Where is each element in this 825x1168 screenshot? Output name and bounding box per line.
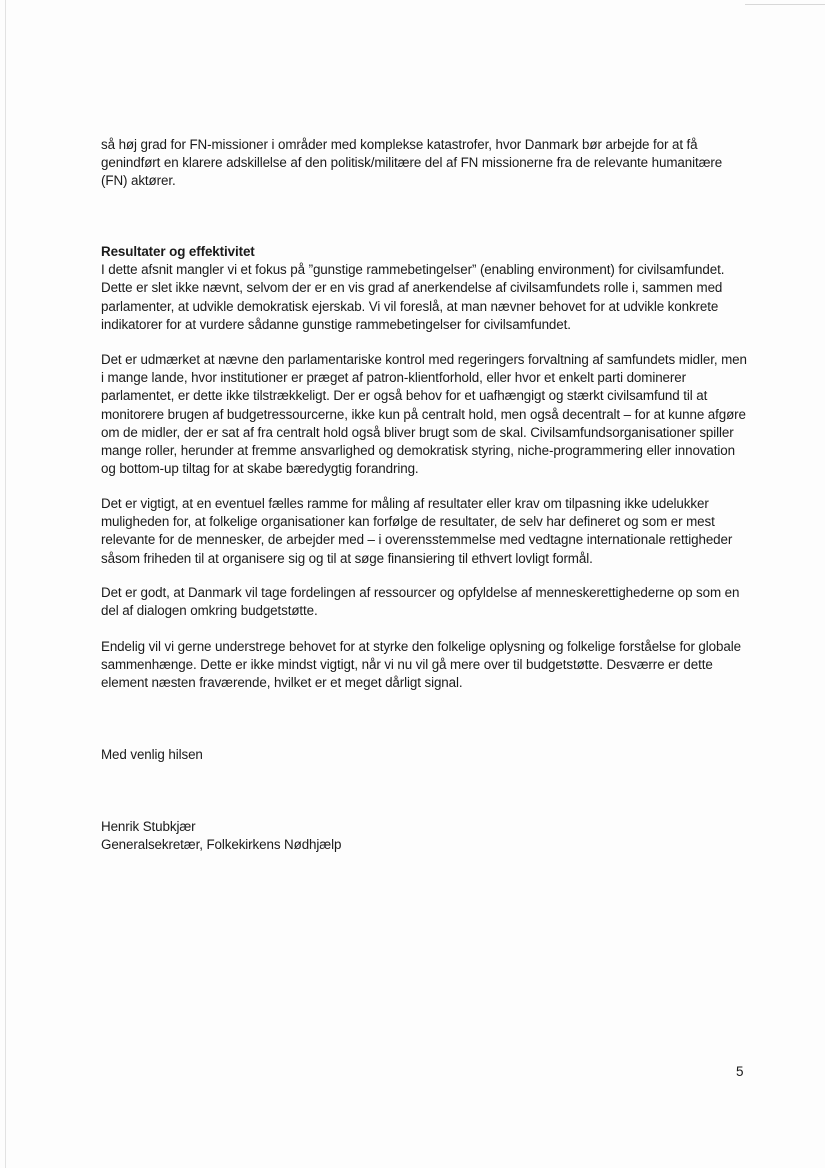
intro-paragraph xyxy=(101,136,751,191)
paragraph-text: Det er udmærket at nævne den parlamentariske kontrol med regeringers forvaltning af samfundets midler, men i mange lande, hvor institutioner er præget af patron-klientforhold, eller hvor et enkelt parti dominerer parlamentet, er dette ikke tilstrækkeligt. Der er også behov for et uafhængigt og stærkt civilsamfund til at monitorere brugen af budgetressourcerne, ikke kun på centralt hold, men også decentralt – for at kunne afgøre om de midler, der er sat af fra centralt hold også bliver brugt som de skal. Civilsamfundsorganisationer spiller mange roller, herunder at fremme ansvarlighed og demokratisk styring, niche-programmering eller innovation og bottom-up tiltag for at skabe bæredygtig forandring. xyxy=(101,352,747,477)
closing-salutation xyxy=(101,746,751,764)
scan-edge-line xyxy=(745,4,825,5)
section-paragraph xyxy=(101,638,751,693)
signature-block xyxy=(101,818,751,854)
salutation-text: Med venlig hilsen xyxy=(101,747,203,762)
signer-title: Generalsekretær, Folkekirkens Nødhjælp xyxy=(101,837,342,853)
paragraph-text: Det er godt, at Danmark vil tage fordelingen af ressourcer og opfyldelse af menneskerettighederne op som en del af dialogen omkring budgetstøtte. xyxy=(101,585,740,619)
paragraph-text: Endelig vil vi gerne understrege behovet for at styrke den folkelige oplysning og folkelige forståelse for globale sammenhænge. Dette er ikke mindst vigtigt, når vi nu vil gå mere over til budgetstøtte. Desværre er dette element næsten fraværende, hvilket er et meget dårligt signal. xyxy=(101,639,741,691)
section-paragraph: I dette afsnit mangler vi et fokus på ”gunstige rammebetingelser” (enabling environment) for civilsamfundet. Dette er slet ikke nævnt, selvom der er en vis grad af anerkendelse af civilsamfundets rolle i, sammen med parlamenter, at udvikle demokratisk ejerskab. Vi vil foreslå, at man nævner behovet for at udvikle konkrete indikatorer for at vurdere sådanne gunstige rammebetingelser for civilsamfundet. xyxy=(101,262,725,332)
signer-name: Henrik Stubkjær xyxy=(101,819,196,834)
scan-edge-line xyxy=(5,0,6,1168)
page-number: 5 xyxy=(736,1064,744,1079)
section-paragraph xyxy=(101,495,751,568)
section-paragraph xyxy=(101,351,751,478)
paragraph-text: Det er vigtigt, at en eventuel fælles ramme for måling af resultater eller krav om tilpasning ikke udelukker muligheden for, at folkelige organisationer kan forfølge de resultater, de selv har defineret og som er mest relevante for de mennesker, de arbejder med – i overensstemmelse med vedtagne internationale rettigheder såsom friheden til at organisere sig og til at søge finansiering til ethvert lovligt formål. xyxy=(101,496,733,566)
section-heading: Resultater og effektivitet xyxy=(101,244,255,259)
section-results xyxy=(101,243,751,334)
paragraph-text: så høj grad for FN-missioner i områder med komplekse katastrofer, hvor Danmark bør arbejde for at få genindført en klarere adskillelse af den politisk/militære del af FN missionerne fra de relevante humanitære (FN) aktører. xyxy=(101,137,723,189)
section-paragraph xyxy=(101,584,751,620)
